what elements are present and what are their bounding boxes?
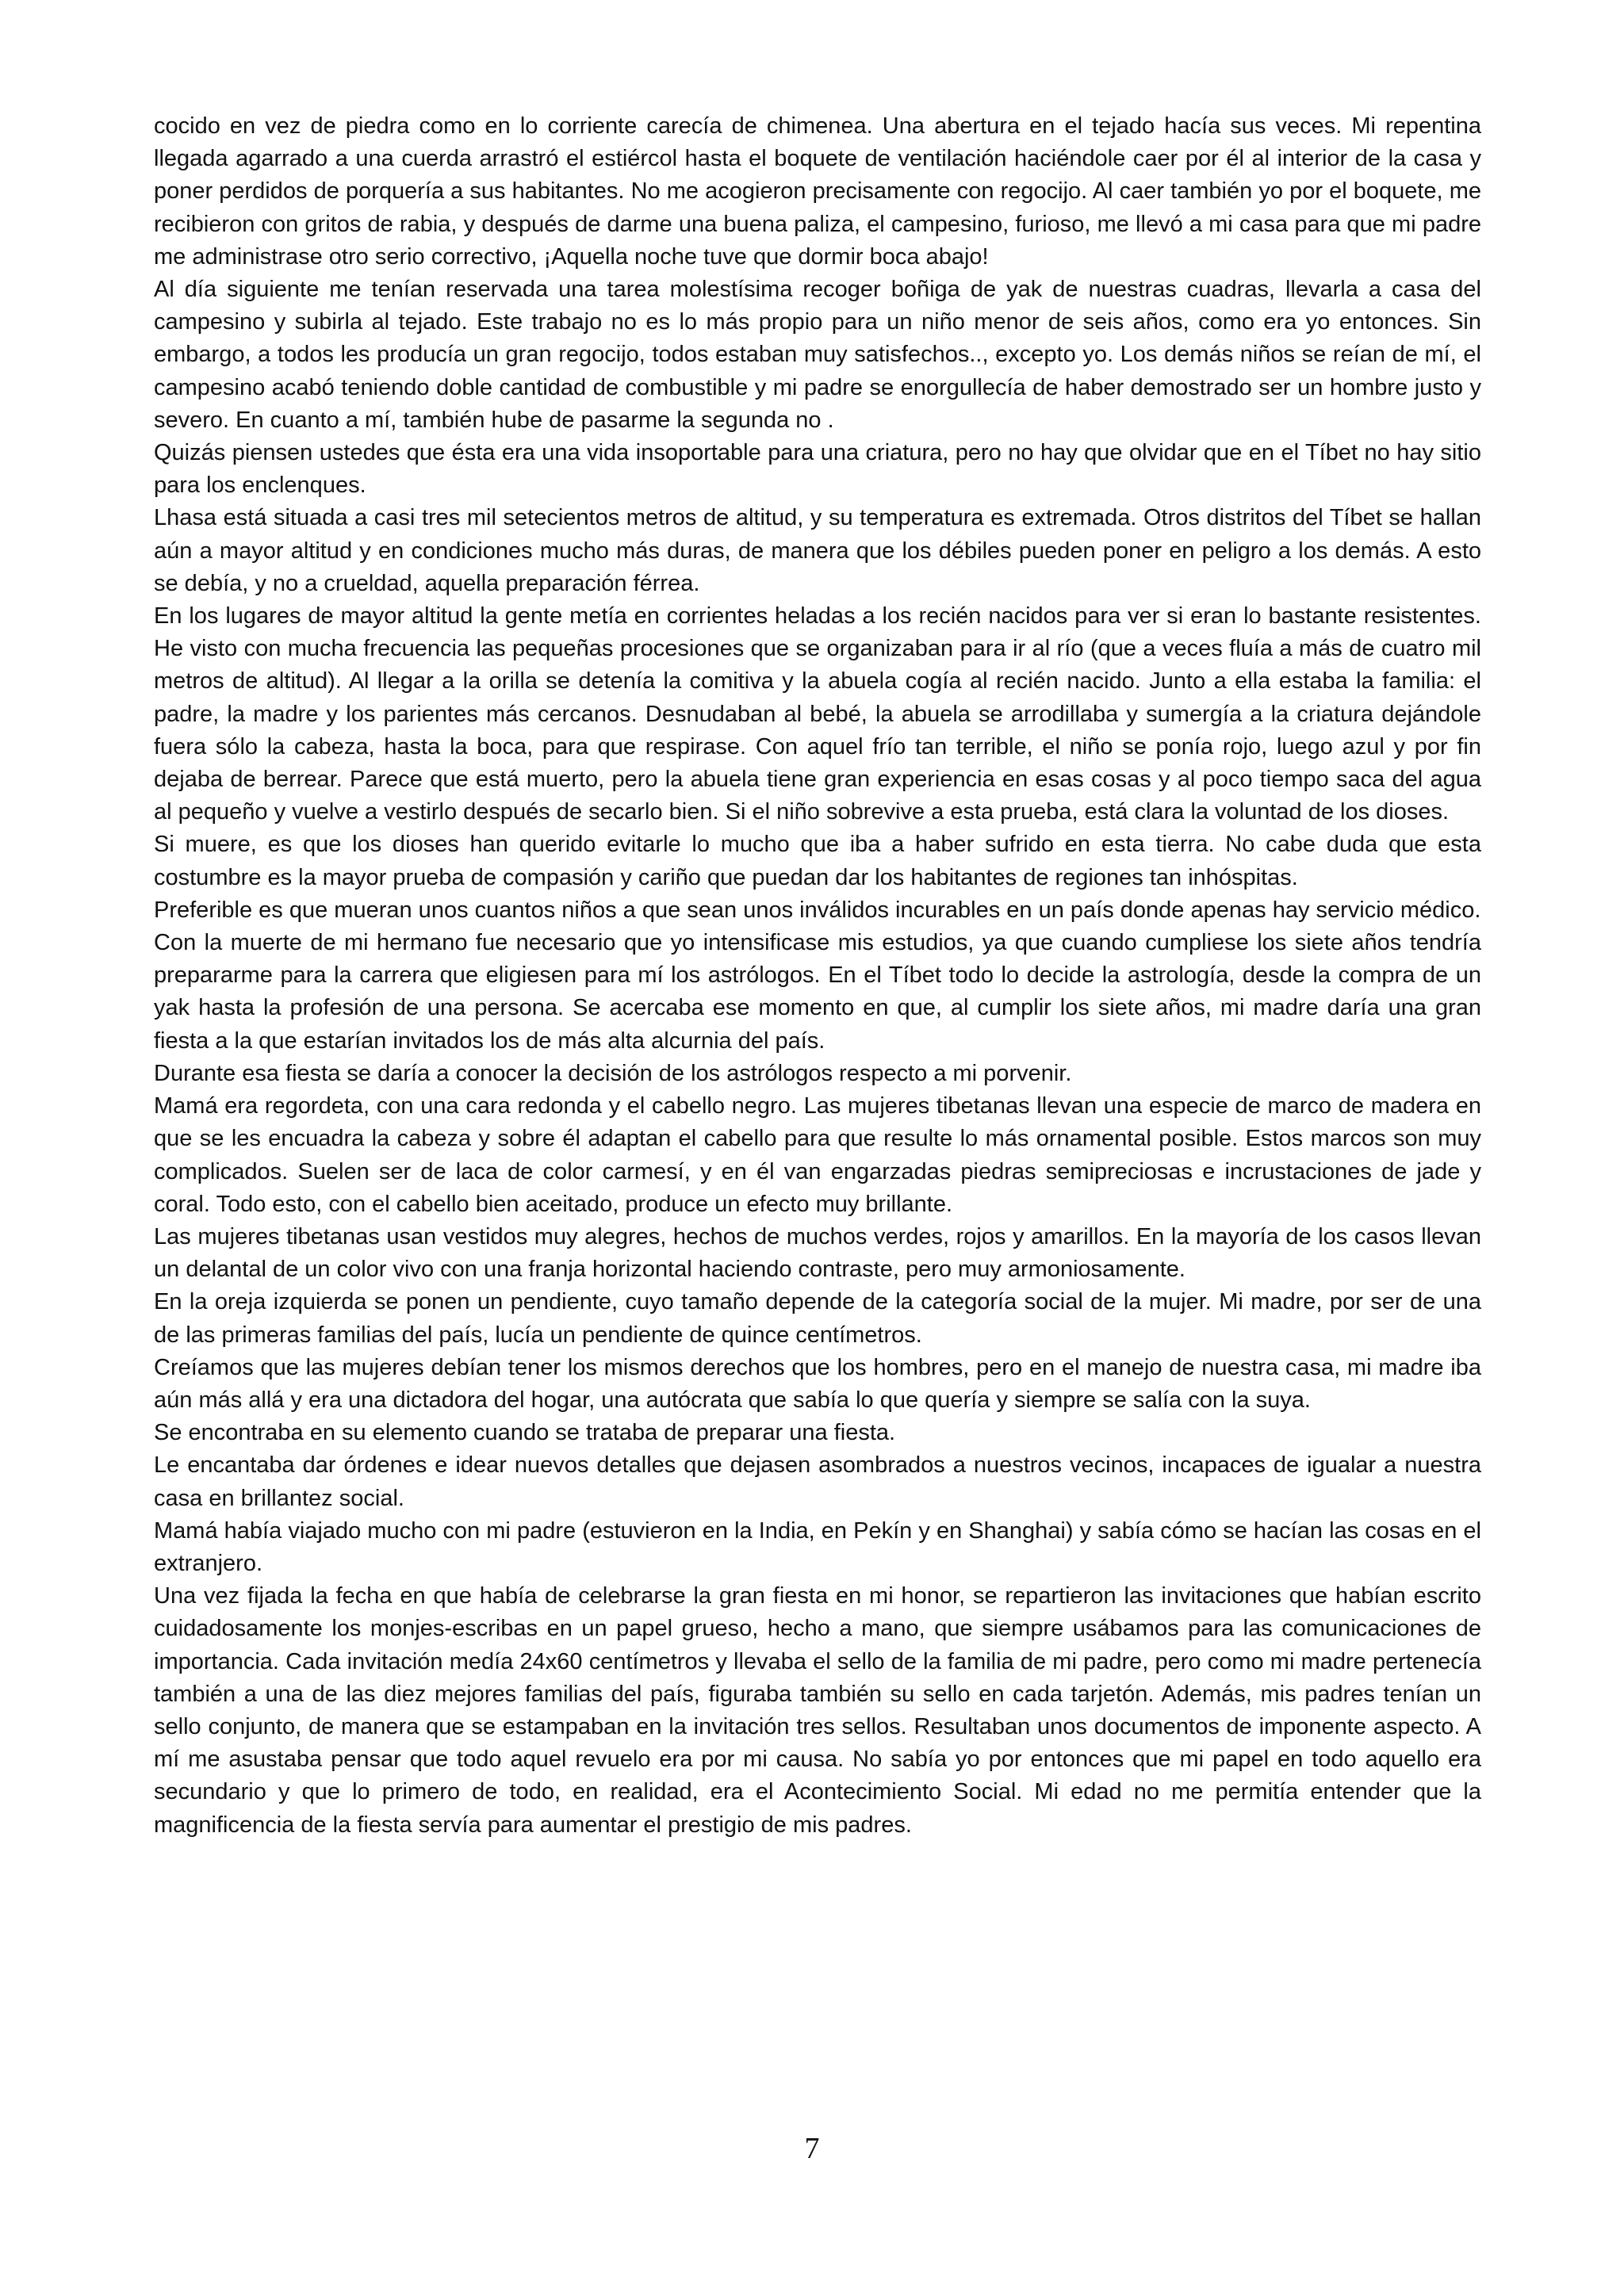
- paragraph: En los lugares de mayor altitud la gente metía en corrientes heladas a los recién nacidos para ver si eran lo bastante resistentes. He visto con mucha frecuencia las pequeñas procesiones que se organizaban para ir al río (que a veces fluía a más de cuatro mil metros de altitud). Al llegar a la orilla se detenía la comitiva y la abuela cogía al recién nacido. Junto a ella estaba la familia: el padre, la madre y los parientes más cercanos. Desnudaban al bebé, la abuela se arrodillaba y sumergía a la criatura dejándole fuera sólo la cabeza, hasta la boca, para que respirase. Con aquel frío tan terrible, el niño se ponía rojo, luego azul y por fin dejaba de berrear. Parece que está muerto, pero la abuela tiene gran experiencia en esas cosas y al poco tiempo saca del agua al pequeño y vuelve a vestirlo después de secarlo bien. Si el niño sobrevive a esta prueba, está clara la voluntad de los dioses.: [154, 603, 1481, 825]
- paragraph: Mamá había viajado mucho con mi padre (estuvieron en la India, en Pekín y en Shanghai) y sabía cómo se hacían las cosas en el extranjero.: [154, 1517, 1481, 1576]
- paragraph: Con la muerte de mi hermano fue necesario que yo intensificase mis estudios, ya que cuando cumpliese los siete años tendría prepararme para la carrera que eligiesen para mí los astrólogos. En el Tíbet todo lo decide la astrología, desde la compra de un yak hasta la profesión de una persona. Se acercaba ese momento en que, al cumplir los siete años, mi madre daría una gran fiesta a la que estarían invitados los de más alta alcurnia del país.: [154, 930, 1481, 1054]
- page-number: 7: [804, 2132, 820, 2165]
- paragraph: Al día siguiente me tenían reservada una tarea molestísima recoger boñiga de yak de nuestras cuadras, llevarla a casa del campesino y subirla al tejado. Este trabajo no es lo más propio para un niño menor de seis años, como era yo entonces. Sin embargo, a todos les producía un gran regocijo, todos estaban muy satisfechos.., excepto yo. Los demás niños se reían de mí, el campesino acabó teniendo doble cantidad de combustible y mi padre se enorgullecía de haber demostrado ser un hombre justo y severo. En cuanto a mí, también hube de pasarme la segunda no .: [154, 277, 1481, 433]
- body-text: [154, 110, 1481, 1842]
- paragraph: cocido en vez de piedra como en lo corriente carecía de chimenea. Una abertura en el tejado hacía sus veces. Mi repentina llegada agarrado a una cuerda arrastró el estiércol hasta el boquete de ventilación haciéndole caer por él al interior de la casa y poner perdidos de porquería a sus habitantes. No me acogieron precisamente con regocijo. Al caer también yo por el boquete, me recibieron con gritos de rabia, y después de darme una buena paliza, el campesino, furioso, me llevó a mi casa para que mi padre me administrase otro serio correctivo, ¡Aquella noche tuve que dormir boca abajo!: [154, 113, 1481, 270]
- paragraph: Quizás piensen ustedes que ésta era una vida insoportable para una criatura, pero no hay que olvidar que en el Tíbet no hay sitio para los enclenques.: [154, 440, 1481, 499]
- paragraph: En la oreja izquierda se ponen un pendiente, cuyo tamaño depende de la categoría social de la mujer. Mi madre, por ser de una de las primeras familias del país, lucía un pendiente de quince centímetros.: [154, 1289, 1481, 1348]
- paragraph: Se encontraba en su elemento cuando se trataba de preparar una fiesta.: [154, 1420, 896, 1446]
- paragraph: Le encantaba dar órdenes e idear nuevos detalles que dejasen asombrados a nuestros vecinos, incapaces de igualar a nuestra casa en brillantez social.: [154, 1452, 1481, 1511]
- paragraph: Las mujeres tibetanas usan vestidos muy alegres, hechos de muchos verdes, rojos y amarillos. En la mayoría de los casos llevan un delantal de un color vivo con una franja horizontal haciendo contraste, pero muy armoniosamente.: [154, 1223, 1481, 1283]
- paragraph: Si muere, es que los dioses han querido evitarle lo mucho que iba a haber sufrido en esta tierra. No cabe duda que esta costumbre es la mayor prueba de compasión y cariño que puedan dar los habitantes de regiones tan inhóspitas.: [154, 832, 1481, 890]
- paragraph: Una vez fijada la fecha en que había de celebrarse la gran fiesta en mi honor, se repartieron las invitaciones que habían escrito cuidadosamente los monjes-escribas en un papel grueso, hecho a mano, que siempre usábamos para las comunicaciones de importancia. Cada invitación medía 24x60 centímetros y llevaba el sello de la familia de mi padre, pero como mi madre pertenecía también a una de las diez mejores familias del país, figuraba también su sello en cada tarjetón. Además, mis padres tenían un sello conjunto, de manera que se estampaban en la invitación tres sellos. Resultaban unos documentos de imponente aspecto. A mí me asustaba pensar que todo aquel revuelo era por mi causa. No sabía yo por entonces que mi papel en todo aquello era secundario y que lo primero de todo, en realidad, era el Acontecimiento Social. Mi edad no me permitía entender que la magnificencia de la fiesta servía para aumentar el prestigio de mis padres.: [154, 1583, 1481, 1838]
- paragraph: Preferible es que mueran unos cuantos niños a que sean unos inválidos incurables en un país donde apenas hay servicio médico.: [154, 897, 1481, 923]
- paragraph: Lhasa está situada a casi tres mil setecientos metros de altitud, y su temperatura es extremada. Otros distritos del Tíbet se hallan aún a mayor altitud y en condiciones mucho más duras, de manera que los débiles pueden poner en peligro a los demás. A esto se debía, y no a crueldad, aquella preparación férrea.: [154, 505, 1481, 596]
- paragraph: Durante esa fiesta se daría a conocer la decisión de los astrólogos respecto a mi porvenir.: [154, 1060, 1072, 1086]
- paragraph: Creíamos que las mujeres debían tener los mismos derechos que los hombres, pero en el manejo de nuestra casa, mi madre iba aún más allá y era una dictadora del hogar, una autócrata que sabía lo que quería y siempre se salía con la suya.: [154, 1354, 1481, 1413]
- paragraph: Mamá era regordeta, con una cara redonda y el cabello negro. Las mujeres tibetanas llevan una especie de marco de madera en que se les encuadra la cabeza y sobre él adaptan el cabello para que resulte lo más ornamental posible. Estos marcos son muy complicados. Suelen ser de laca de color carmesí, y en él van engarzadas piedras semipreciosas e incrustaciones de jade y coral. Todo esto, con el cabello bien aceitado, produce un efecto muy brillante.: [154, 1093, 1481, 1217]
